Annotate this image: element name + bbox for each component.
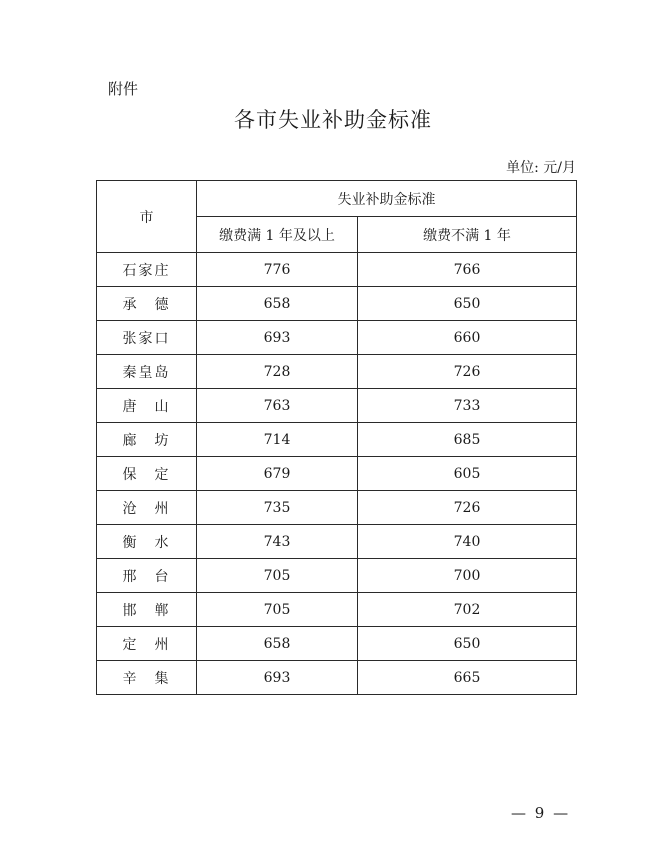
- table-row: [97, 525, 577, 559]
- city-cell: 唐 山: [97, 389, 197, 423]
- header-subsidy-standard: 失业补助金标准: [197, 181, 577, 217]
- city-cell: 邢 台: [97, 559, 197, 593]
- city-cell: 辛 集: [97, 661, 197, 695]
- value-full-cell: 728: [197, 355, 358, 389]
- value-less-cell: 726: [358, 355, 577, 389]
- value-less-cell: 605: [358, 457, 577, 491]
- subsidy-table: [96, 180, 577, 695]
- value-full-cell: 763: [197, 389, 358, 423]
- value-full-cell: 714: [197, 423, 358, 457]
- value-full-cell: 693: [197, 661, 358, 695]
- city-cell: 承 德: [97, 287, 197, 321]
- table-row: [97, 253, 577, 287]
- value-full-cell: 679: [197, 457, 358, 491]
- value-less-cell: 726: [358, 491, 577, 525]
- value-less-cell: 700: [358, 559, 577, 593]
- table-row: [97, 491, 577, 525]
- header-paid-1yr-plus: 缴费满 1 年及以上: [197, 217, 358, 253]
- table-row: [97, 389, 577, 423]
- table-row: [97, 457, 577, 491]
- city-cell: 定 州: [97, 627, 197, 661]
- value-full-cell: 735: [197, 491, 358, 525]
- value-full-cell: 693: [197, 321, 358, 355]
- header-city: 市: [97, 181, 197, 253]
- city-cell: 石家庄: [97, 253, 197, 287]
- value-less-cell: 733: [358, 389, 577, 423]
- table-row: [97, 287, 577, 321]
- table-row: [97, 593, 577, 627]
- value-full-cell: 743: [197, 525, 358, 559]
- value-full-cell: 776: [197, 253, 358, 287]
- table-row: [97, 661, 577, 695]
- value-less-cell: 665: [358, 661, 577, 695]
- value-full-cell: 705: [197, 559, 358, 593]
- table-row: [97, 423, 577, 457]
- unit-label: 单位: 元/月: [506, 160, 576, 176]
- value-less-cell: 766: [358, 253, 577, 287]
- table-row: [97, 321, 577, 355]
- value-less-cell: 702: [358, 593, 577, 627]
- value-less-cell: 685: [358, 423, 577, 457]
- city-cell: 沧 州: [97, 491, 197, 525]
- attachment-label: 附件: [108, 80, 139, 98]
- header-paid-less-1yr: 缴费不满 1 年: [358, 217, 577, 253]
- table-row: [97, 355, 577, 389]
- city-cell: 秦皇岛: [97, 355, 197, 389]
- value-full-cell: 705: [197, 593, 358, 627]
- value-less-cell: 660: [358, 321, 577, 355]
- city-cell: 张家口: [97, 321, 197, 355]
- table-row: [97, 627, 577, 661]
- table-row: [97, 559, 577, 593]
- value-full-cell: 658: [197, 287, 358, 321]
- city-cell: 保 定: [97, 457, 197, 491]
- document-title: 各市失业补助金标准: [234, 108, 432, 132]
- city-cell: 廊 坊: [97, 423, 197, 457]
- value-less-cell: 650: [358, 627, 577, 661]
- value-less-cell: 740: [358, 525, 577, 559]
- page-number: — 9 —: [511, 804, 571, 822]
- city-cell: 邯 郸: [97, 593, 197, 627]
- city-cell: 衡 水: [97, 525, 197, 559]
- value-full-cell: 658: [197, 627, 358, 661]
- table-header-row: [97, 181, 577, 217]
- value-less-cell: 650: [358, 287, 577, 321]
